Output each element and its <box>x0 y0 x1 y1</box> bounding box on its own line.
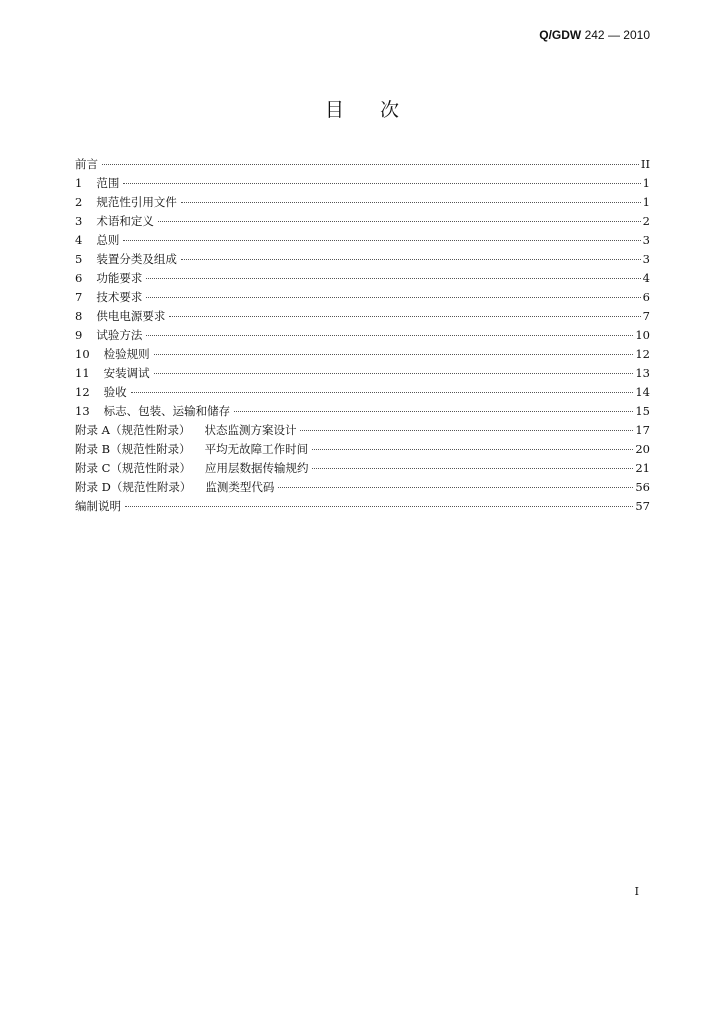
toc-entry-page: 17 <box>635 423 650 437</box>
toc-entry-page: 20 <box>635 442 650 456</box>
dot-leader <box>125 494 633 507</box>
toc-entry-page: 2 <box>642 214 650 228</box>
header-dash: — <box>607 28 620 42</box>
toc-entry-page: 3 <box>642 233 650 247</box>
dot-leader <box>131 380 634 393</box>
dot-leader <box>146 266 640 279</box>
toc-entry-label <box>75 384 129 400</box>
toc-entry-text: 规范性引用文件 <box>96 195 177 209</box>
toc-entry-number: 附录 B（规范性附录） <box>75 442 191 456</box>
dot-leader <box>154 361 634 374</box>
toc-entry-text: 供电电源要求 <box>96 309 166 323</box>
standard-number: 242 <box>584 28 605 42</box>
toc-entry-text: 装置分类及组成 <box>96 252 177 266</box>
dot-leader <box>300 418 633 431</box>
toc-entry-label <box>75 289 144 305</box>
toc-entry-number: 12 <box>75 385 90 399</box>
toc-entry-number: 附录 A（规范性附录） <box>75 423 191 437</box>
toc-entry-label <box>75 156 100 172</box>
dot-leader <box>312 437 633 450</box>
toc-entry-page: 7 <box>642 309 650 323</box>
toc-entry-page: 3 <box>642 252 650 266</box>
toc-entry-text: 技术要求 <box>96 290 143 304</box>
toc-entry-label <box>75 479 276 495</box>
toc-entry-text: 监测类型代码 <box>205 480 275 494</box>
document-header <box>539 28 650 42</box>
toc-entry-page: 10 <box>635 328 650 342</box>
toc-entry-page: 1 <box>642 195 650 209</box>
toc-entry-label <box>75 498 123 514</box>
toc-entry-number: 2 <box>75 195 83 209</box>
toc-entry-label <box>75 308 167 324</box>
toc-entry-number: 13 <box>75 404 90 418</box>
toc-entry-number: 1 <box>75 176 83 190</box>
toc-entry-text: 平均无故障工作时间 <box>204 442 309 456</box>
toc-entry-label <box>75 403 232 419</box>
toc-entry-number: 6 <box>75 271 83 285</box>
toc-entry-page: 4 <box>642 271 650 285</box>
toc-entry-text: 验收 <box>103 385 127 399</box>
toc-entry-page: 15 <box>635 404 650 418</box>
dot-leader <box>312 456 633 469</box>
toc-title: 目次 <box>324 99 435 121</box>
toc-entry-label <box>75 441 310 457</box>
toc-entry-page: 21 <box>635 461 650 475</box>
toc-entry-text: 应用层数据传输规约 <box>204 461 309 475</box>
toc-entry-text: 安装调试 <box>103 366 150 380</box>
toc-entry-page: 57 <box>635 499 650 513</box>
toc-entry-text: 功能要求 <box>96 271 143 285</box>
dot-leader <box>278 475 633 488</box>
toc-entry-number: 5 <box>75 252 83 266</box>
toc-entry-text: 术语和定义 <box>96 214 154 228</box>
toc-entry-number: 7 <box>75 290 83 304</box>
dot-leader <box>181 190 641 203</box>
toc-entry-text: 检验规则 <box>103 347 150 361</box>
page-number: I <box>634 885 639 898</box>
dot-leader <box>154 342 634 355</box>
toc-entry-text: 编制说明 <box>75 499 121 513</box>
toc-entry-number: 9 <box>75 328 83 342</box>
toc-entry-label <box>75 175 121 191</box>
dot-leader <box>123 228 640 241</box>
toc-entry-page: 12 <box>635 347 650 361</box>
toc-entry-text: 状态监测方案设计 <box>204 423 297 437</box>
dot-leader <box>146 323 633 336</box>
toc-entry-label <box>75 251 179 267</box>
toc-entry-number: 附录 D（规范性附录） <box>75 480 192 494</box>
toc-entry-label <box>75 422 298 438</box>
toc-entry-label <box>75 327 144 343</box>
toc-entry[interactable] <box>75 497 650 516</box>
toc-entry-label <box>75 270 144 286</box>
toc-entry-text: 标志、包装、运输和储存 <box>103 404 231 418</box>
toc-entry-label <box>75 460 310 476</box>
toc-entry-label <box>75 232 121 248</box>
standard-code: Q/GDW <box>539 28 582 42</box>
toc-entry-number: 10 <box>75 347 90 361</box>
toc-entry-page: 56 <box>635 480 650 494</box>
toc-entry-page: 1 <box>642 176 650 190</box>
toc-entry-number: 附录 C（规范性附录） <box>75 461 191 475</box>
toc-entry-number: 8 <box>75 309 83 323</box>
dot-leader <box>146 285 640 298</box>
toc-entry-text: 总则 <box>96 233 120 247</box>
toc-entry-label <box>75 194 179 210</box>
table-of-contents <box>75 155 650 516</box>
toc-entry-page: 13 <box>635 366 650 380</box>
toc-entry-number: 4 <box>75 233 83 247</box>
toc-entry-text: 前言 <box>75 157 98 171</box>
toc-entry-label <box>75 346 152 362</box>
dot-leader <box>123 171 640 184</box>
toc-entry-page: 14 <box>635 385 650 399</box>
toc-entry-page: 6 <box>642 290 650 304</box>
dot-leader <box>181 247 641 260</box>
standard-year: 2010 <box>623 28 650 42</box>
dot-leader <box>158 209 641 222</box>
toc-entry-text: 试验方法 <box>96 328 143 342</box>
dot-leader <box>102 152 639 165</box>
toc-entry-text: 范围 <box>96 176 120 190</box>
toc-entry-number: 11 <box>75 366 90 380</box>
dot-leader <box>169 304 640 317</box>
dot-leader <box>234 399 633 412</box>
toc-entry-label <box>75 365 152 381</box>
toc-entry-number: 3 <box>75 214 83 228</box>
toc-entry-page: II <box>640 157 650 171</box>
toc-entry-label <box>75 213 156 229</box>
